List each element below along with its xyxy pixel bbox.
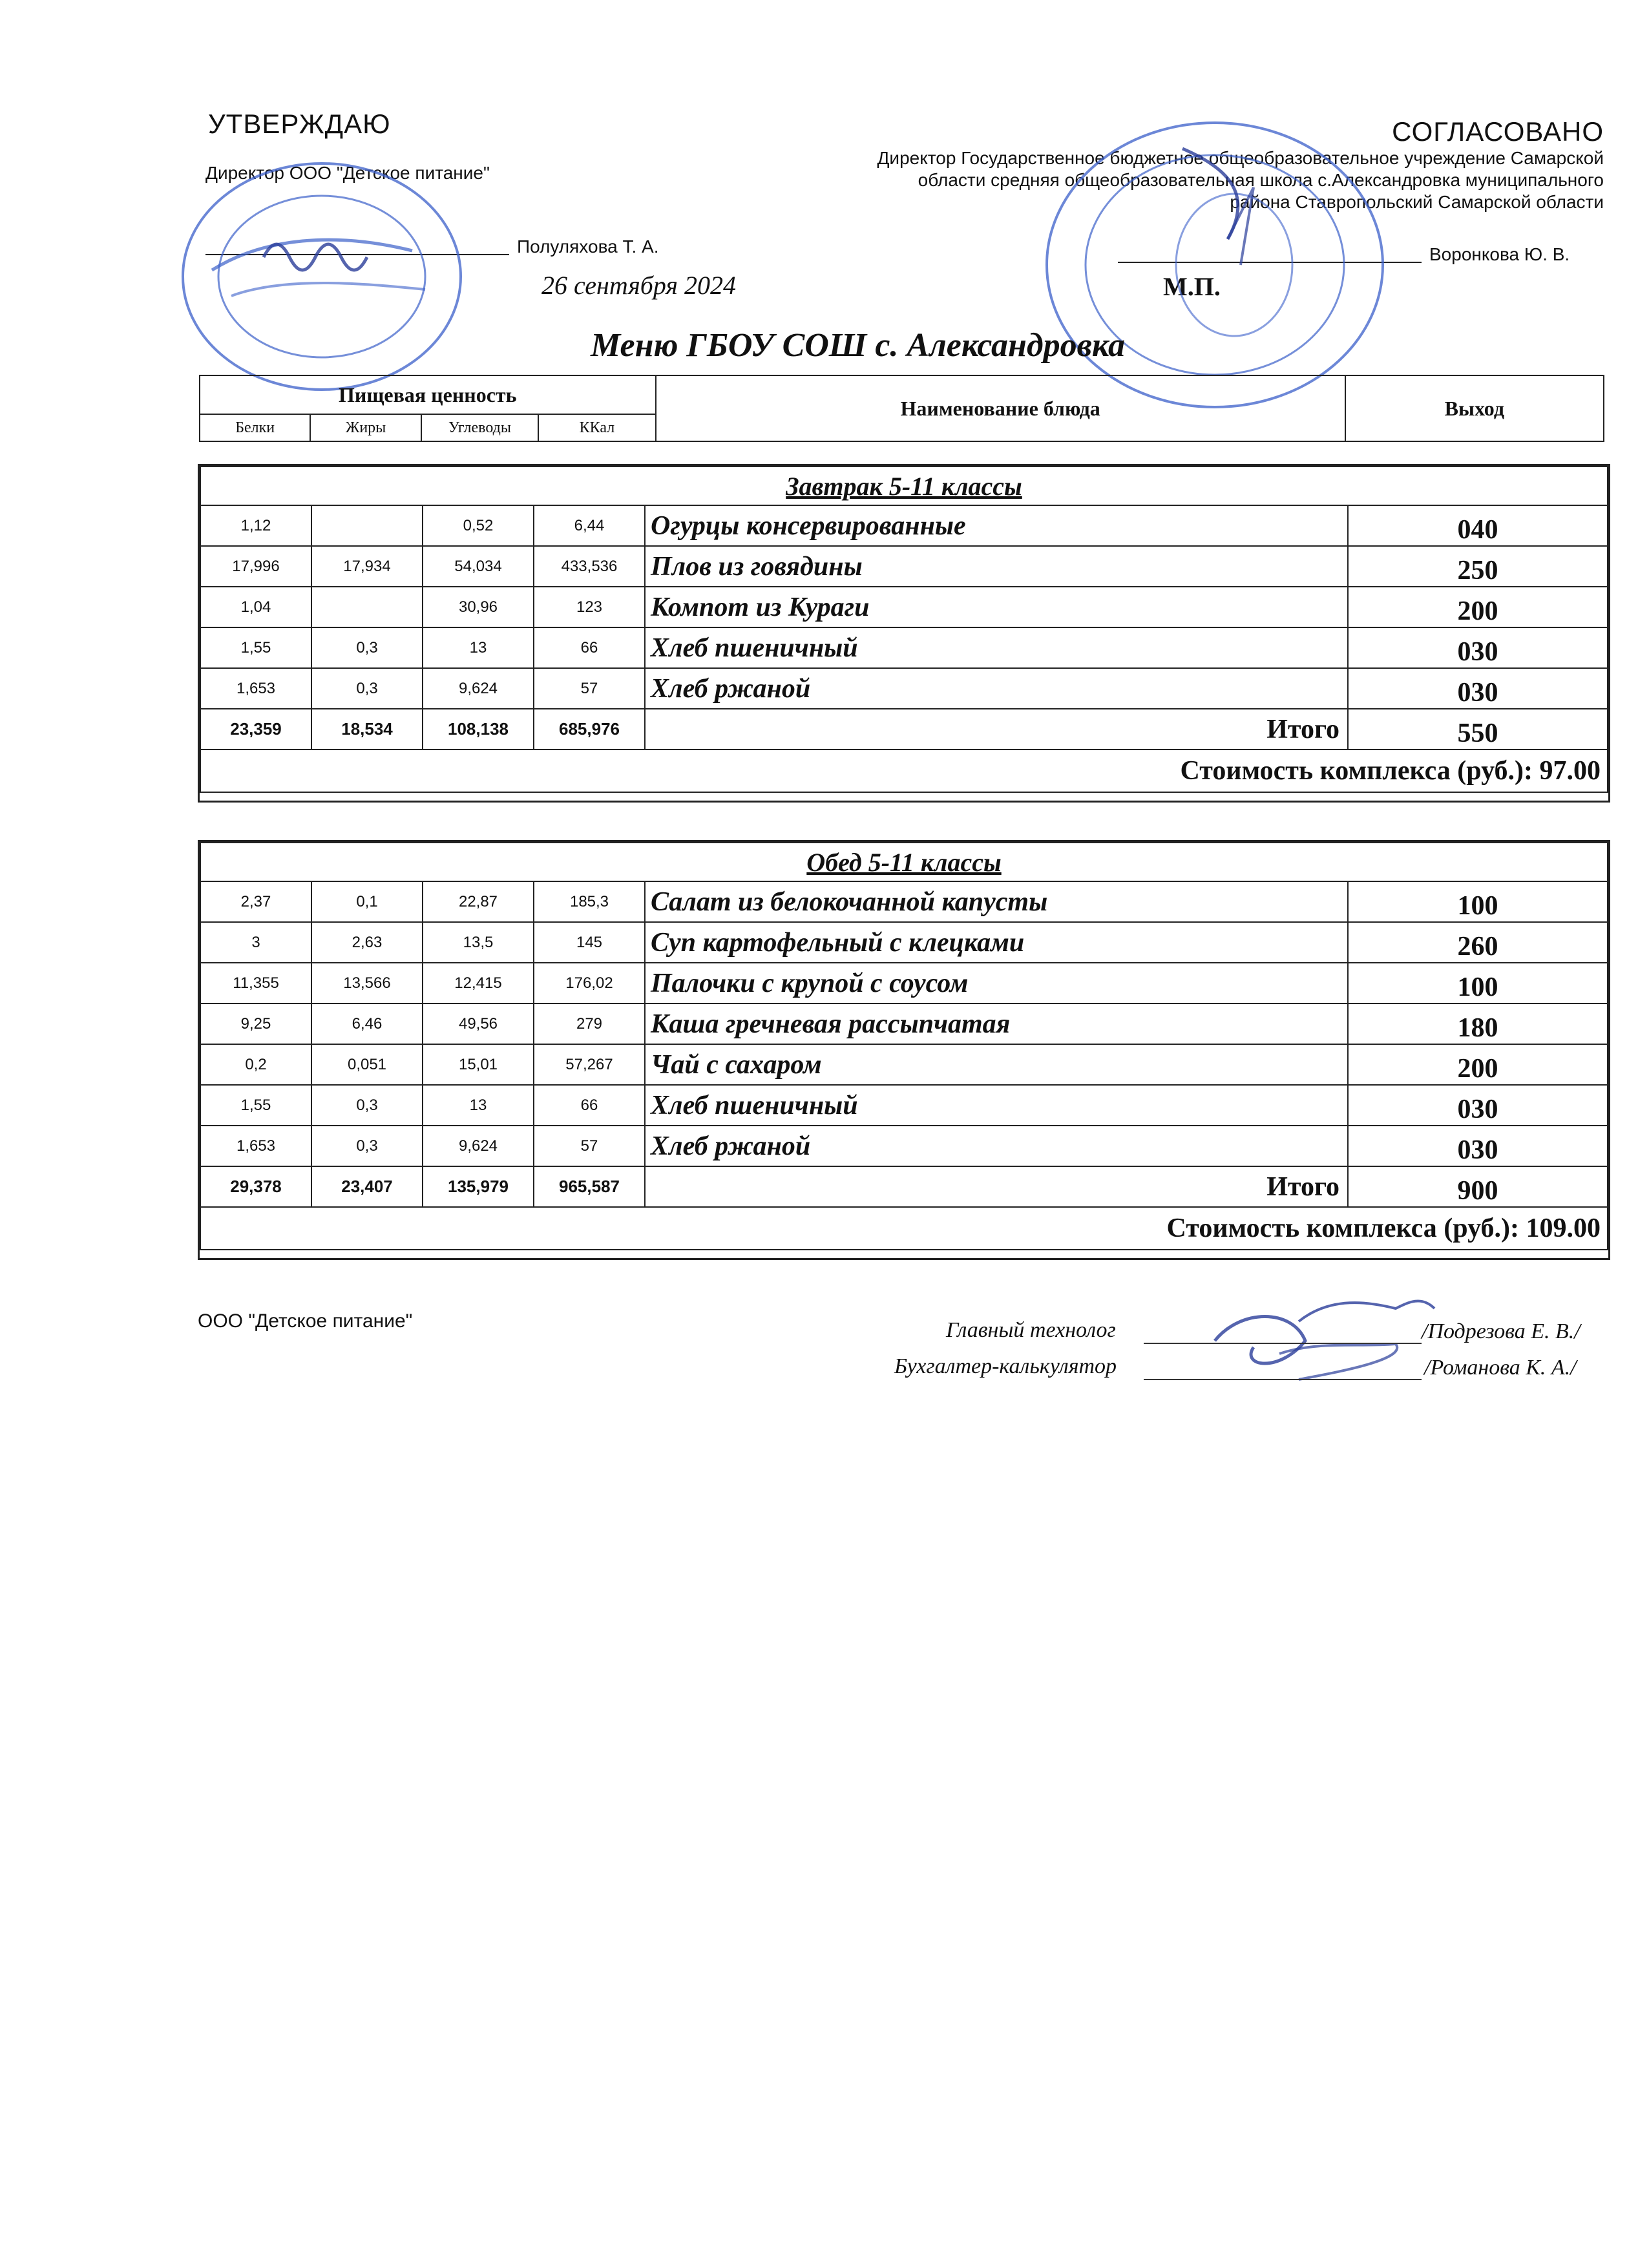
proteins-cell: 2,37 bbox=[200, 881, 311, 922]
dish-name-cell: Палочки с крупой с соусом bbox=[645, 963, 1348, 1003]
output-cell: 250 bbox=[1348, 546, 1608, 587]
dish-name-cell: Каша гречневая рассыпчатая bbox=[645, 1003, 1348, 1044]
breakfast-total-output: 550 bbox=[1348, 709, 1608, 750]
header-kcal: ККал bbox=[538, 414, 655, 441]
kcal-cell: 66 bbox=[534, 627, 645, 668]
fats-cell bbox=[311, 587, 423, 627]
footer-signatures-icon bbox=[1202, 1283, 1473, 1412]
header-nutrition: Пищевая ценность bbox=[200, 375, 656, 414]
table-row bbox=[200, 668, 1608, 709]
fats-cell: 0,3 bbox=[311, 1085, 423, 1126]
breakfast-total-label: Итого bbox=[645, 709, 1348, 750]
output-cell: 040 bbox=[1348, 505, 1608, 546]
fats-cell bbox=[311, 505, 423, 546]
lunch-table bbox=[200, 842, 1608, 1250]
breakfast-table bbox=[200, 466, 1608, 793]
table-row bbox=[200, 505, 1608, 546]
fats-cell: 0,1 bbox=[311, 881, 423, 922]
table-row bbox=[200, 627, 1608, 668]
dish-name-cell: Суп картофельный с клецками bbox=[645, 922, 1348, 963]
dish-name-cell: Хлеб пшеничный bbox=[645, 1085, 1348, 1126]
proteins-cell: 1,653 bbox=[200, 1126, 311, 1166]
proteins-cell: 17,996 bbox=[200, 546, 311, 587]
agree-name: Воронкова Ю. В. bbox=[1429, 244, 1570, 264]
fats-cell: 0,3 bbox=[311, 627, 423, 668]
kcal-cell: 57 bbox=[534, 668, 645, 709]
output-cell: 100 bbox=[1348, 963, 1608, 1003]
kcal-cell: 66 bbox=[534, 1085, 645, 1126]
dish-name-cell: Хлеб пшеничный bbox=[645, 627, 1348, 668]
output-cell: 030 bbox=[1348, 1126, 1608, 1166]
kcal-cell: 6,44 bbox=[534, 505, 645, 546]
header-fats: Жиры bbox=[310, 414, 421, 441]
carbs-cell: 12,415 bbox=[423, 963, 534, 1003]
lunch-total-kcal: 965,587 bbox=[534, 1166, 645, 1207]
header-proteins: Белки bbox=[200, 414, 310, 441]
lunch-total-fats: 23,407 bbox=[311, 1166, 423, 1207]
breakfast-total-kcal: 685,976 bbox=[534, 709, 645, 750]
proteins-cell: 1,55 bbox=[200, 627, 311, 668]
dish-name-cell: Плов из говядины bbox=[645, 546, 1348, 587]
table-row bbox=[200, 881, 1608, 922]
tech-name: /Подрезова Е. В./ bbox=[1422, 1319, 1581, 1343]
accountant-name: /Романова К. А./ bbox=[1424, 1356, 1577, 1380]
page-title: Меню ГБОУ СОШ с. Александровка bbox=[591, 327, 1125, 364]
fats-cell: 0,051 bbox=[311, 1044, 423, 1085]
approve-date: 26 сентября 2024 bbox=[541, 271, 736, 300]
proteins-cell: 1,04 bbox=[200, 587, 311, 627]
lunch-total-carbs: 135,979 bbox=[423, 1166, 534, 1207]
fats-cell: 0,3 bbox=[311, 1126, 423, 1166]
dish-name-cell: Хлеб ржаной bbox=[645, 1126, 1348, 1166]
accountant-signature-line bbox=[1144, 1379, 1422, 1380]
kcal-cell: 176,02 bbox=[534, 963, 645, 1003]
fats-cell: 2,63 bbox=[311, 922, 423, 963]
approve-position: Директор ООО "Детское питание" bbox=[205, 163, 490, 183]
proteins-cell: 11,355 bbox=[200, 963, 311, 1003]
breakfast-total-proteins: 23,359 bbox=[200, 709, 311, 750]
dish-name-cell: Салат из белокочанной капусты bbox=[645, 881, 1348, 922]
kcal-cell: 279 bbox=[534, 1003, 645, 1044]
carbs-cell: 15,01 bbox=[423, 1044, 534, 1085]
output-cell: 030 bbox=[1348, 1085, 1608, 1126]
output-cell: 030 bbox=[1348, 627, 1608, 668]
company-stamp-icon bbox=[167, 154, 477, 399]
approve-name: Полуляхова Т. А. bbox=[517, 236, 659, 257]
output-cell: 180 bbox=[1348, 1003, 1608, 1044]
table-row bbox=[200, 1085, 1608, 1126]
table-row bbox=[200, 587, 1608, 627]
dish-name-cell: Чай с сахаром bbox=[645, 1044, 1348, 1085]
lunch-total-output: 900 bbox=[1348, 1166, 1608, 1207]
agree-position bbox=[635, 147, 1604, 213]
agree-position-line-1: Директор Государственное бюджетное общеобразовательное учреждение Самарской bbox=[877, 148, 1604, 168]
fats-cell: 17,934 bbox=[311, 546, 423, 587]
carbs-cell: 13 bbox=[423, 627, 534, 668]
breakfast-title: Завтрак 5-11 классы bbox=[200, 467, 1608, 505]
fats-cell: 6,46 bbox=[311, 1003, 423, 1044]
proteins-cell: 1,55 bbox=[200, 1085, 311, 1126]
carbs-cell: 30,96 bbox=[423, 587, 534, 627]
table-row bbox=[200, 1126, 1608, 1166]
carbs-cell: 9,624 bbox=[423, 1126, 534, 1166]
output-cell: 260 bbox=[1348, 922, 1608, 963]
breakfast-total-carbs: 108,138 bbox=[423, 709, 534, 750]
proteins-cell: 3 bbox=[200, 922, 311, 963]
lunch-total-proteins: 29,378 bbox=[200, 1166, 311, 1207]
approve-signature-line bbox=[205, 254, 509, 255]
header-output: Выход bbox=[1345, 375, 1604, 441]
tech-label: Главный технолог bbox=[946, 1318, 1116, 1342]
breakfast-total-fats: 18,534 bbox=[311, 709, 423, 750]
header-carbs: Углеводы bbox=[421, 414, 539, 441]
output-cell: 030 bbox=[1348, 668, 1608, 709]
proteins-cell: 9,25 bbox=[200, 1003, 311, 1044]
breakfast-cost: Стоимость комплекса (руб.): 97.00 bbox=[200, 750, 1608, 792]
carbs-cell: 13 bbox=[423, 1085, 534, 1126]
tech-signature-line bbox=[1144, 1343, 1422, 1344]
lunch-section bbox=[198, 840, 1610, 1260]
agree-position-line-3: района Ставропольский Самарской области bbox=[1230, 192, 1604, 212]
carbs-cell: 0,52 bbox=[423, 505, 534, 546]
agree-title: СОГЛАСОВАНО bbox=[1392, 116, 1604, 147]
table-row bbox=[200, 546, 1608, 587]
agree-position-line-2: области средняя общеобразовательная школа с.Александровка муниципального bbox=[918, 170, 1604, 190]
agree-signature-line bbox=[1118, 262, 1422, 263]
table-row bbox=[200, 1044, 1608, 1085]
mp-label: М.П. bbox=[1163, 272, 1221, 301]
proteins-cell: 0,2 bbox=[200, 1044, 311, 1085]
header-dish: Наименование блюда bbox=[656, 375, 1345, 441]
carbs-cell: 13,5 bbox=[423, 922, 534, 963]
kcal-cell: 433,536 bbox=[534, 546, 645, 587]
column-header-table bbox=[199, 375, 1604, 442]
accountant-label: Бухгалтер-калькулятор bbox=[894, 1354, 1117, 1378]
table-row bbox=[200, 1003, 1608, 1044]
fats-cell: 13,566 bbox=[311, 963, 423, 1003]
lunch-cost: Стоимость комплекса (руб.): 109.00 bbox=[200, 1207, 1608, 1250]
kcal-cell: 185,3 bbox=[534, 881, 645, 922]
dish-name-cell: Компот из Кураги bbox=[645, 587, 1348, 627]
kcal-cell: 145 bbox=[534, 922, 645, 963]
table-row bbox=[200, 922, 1608, 963]
lunch-title: Обед 5-11 классы bbox=[200, 843, 1608, 881]
dish-name-cell: Огурцы консервированные bbox=[645, 505, 1348, 546]
kcal-cell: 57,267 bbox=[534, 1044, 645, 1085]
fats-cell: 0,3 bbox=[311, 668, 423, 709]
lunch-total-label: Итого bbox=[645, 1166, 1348, 1207]
breakfast-section bbox=[198, 464, 1610, 803]
approve-title: УТВЕРЖДАЮ bbox=[208, 109, 391, 139]
carbs-cell: 9,624 bbox=[423, 668, 534, 709]
footer-org: ООО "Детское питание" bbox=[198, 1310, 413, 1332]
proteins-cell: 1,12 bbox=[200, 505, 311, 546]
output-cell: 200 bbox=[1348, 1044, 1608, 1085]
carbs-cell: 22,87 bbox=[423, 881, 534, 922]
kcal-cell: 57 bbox=[534, 1126, 645, 1166]
output-cell: 200 bbox=[1348, 587, 1608, 627]
carbs-cell: 54,034 bbox=[423, 546, 534, 587]
kcal-cell: 123 bbox=[534, 587, 645, 627]
table-row bbox=[200, 963, 1608, 1003]
carbs-cell: 49,56 bbox=[423, 1003, 534, 1044]
output-cell: 100 bbox=[1348, 881, 1608, 922]
proteins-cell: 1,653 bbox=[200, 668, 311, 709]
dish-name-cell: Хлеб ржаной bbox=[645, 668, 1348, 709]
